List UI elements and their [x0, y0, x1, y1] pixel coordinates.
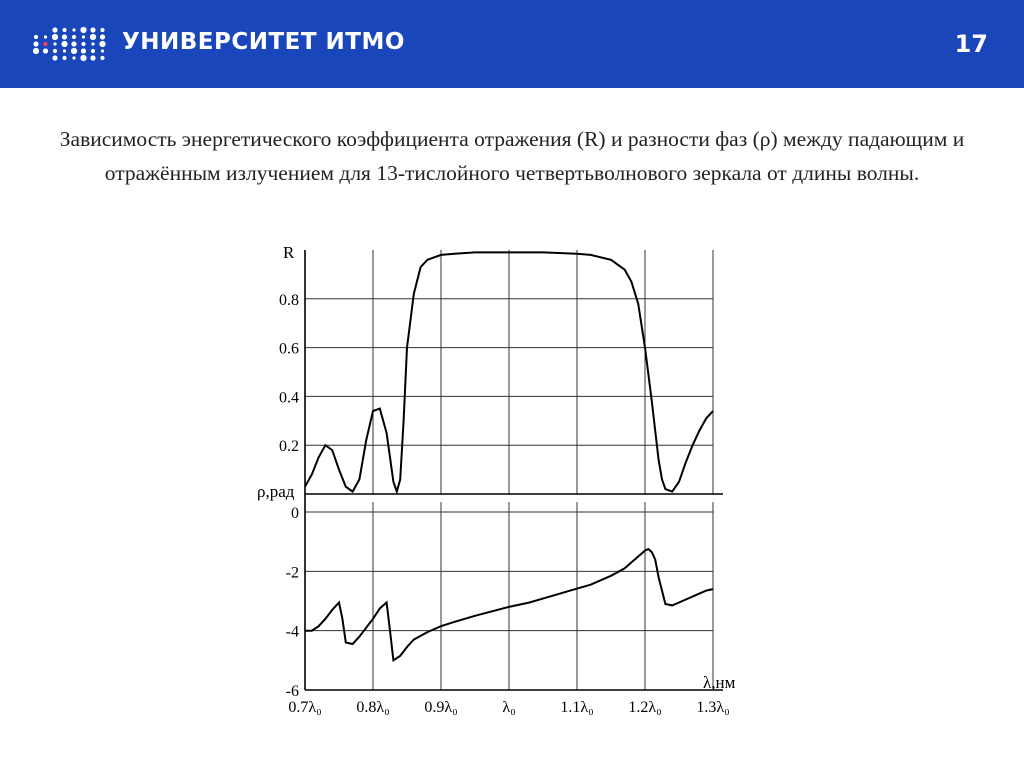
logo-dot — [90, 27, 95, 32]
logo-dot — [52, 27, 57, 32]
phase-panel — [257, 482, 736, 716]
phase-y-tick-label: -4 — [285, 623, 299, 641]
logo-dot — [62, 34, 67, 39]
phase-y-tick-labels — [286, 505, 299, 700]
logo-dot — [90, 34, 96, 40]
slide-number: 17 — [954, 30, 988, 58]
phase-axis-label: ρ,рад — [257, 482, 295, 501]
x-tick-label: 1.1λ₀ — [560, 699, 594, 716]
r-y-tick-labels — [279, 292, 299, 455]
logo-dot — [61, 41, 67, 47]
r-panel — [279, 243, 723, 494]
slide-title: Зависимость энергетического коэффициента отражения (R) и разности фаз (ρ) между падающим и отражённым излучением для 13-тислойного четвертьволнового зеркала от длины волны. — [59, 127, 965, 185]
logo-dot — [100, 56, 104, 60]
x-tick-labels — [288, 699, 729, 716]
logo-dot — [80, 55, 86, 61]
logo-dot — [72, 56, 75, 59]
logo-dot — [100, 34, 105, 39]
logo-dot — [81, 48, 86, 53]
logo-dot — [34, 35, 38, 39]
r-y-tick-label: 0.8 — [279, 291, 299, 309]
header-bar — [0, 0, 1024, 88]
r-y-tick-label: 0.2 — [279, 438, 299, 456]
logo-dot — [100, 28, 104, 32]
logo-dot — [44, 35, 47, 38]
x-tick-label: 1.2λ₀ — [628, 699, 662, 716]
logo-dot — [72, 35, 76, 39]
phase-y-tick-label: 0 — [291, 505, 299, 522]
r-y-tick-label: 0.4 — [279, 389, 299, 407]
logo-dot — [99, 41, 105, 47]
logo-dot — [101, 49, 104, 52]
x-tick-label: 0.7λ₀ — [288, 699, 322, 716]
r-y-tick-label: 0.6 — [279, 340, 299, 358]
logo-dot — [91, 49, 95, 53]
phase-y-tick-label: -2 — [285, 564, 299, 582]
logo-dot — [52, 55, 57, 60]
phase-grid — [305, 502, 713, 690]
r-grid — [305, 250, 713, 494]
logo-dot — [53, 42, 56, 45]
brand-name: УНИВЕРСИТЕТ ИТМО — [122, 29, 405, 55]
logo-dot — [71, 48, 77, 54]
r-axis-label: R — [283, 243, 295, 262]
logo-dot — [53, 49, 57, 53]
logo-dot — [43, 42, 47, 46]
logo-dot — [52, 34, 58, 40]
x-tick-label: 0.9λ₀ — [424, 699, 458, 716]
x-tick-label: λ₀ — [502, 699, 516, 716]
logo-dot — [81, 42, 85, 46]
logo-dot — [62, 56, 66, 60]
logo-dot — [82, 35, 85, 38]
logo-dot — [90, 55, 95, 60]
logo-dot — [33, 41, 38, 46]
logo-dot — [62, 28, 66, 32]
itmo-dots-logo-icon — [30, 26, 110, 62]
logo-dot — [72, 28, 75, 31]
logo-dot — [43, 48, 48, 53]
x-tick-label: 1.3λ₀ — [696, 699, 730, 716]
logo-dot — [33, 48, 39, 54]
logo-dot — [80, 27, 86, 33]
wavelength-axis-label: λ,нм — [703, 673, 736, 692]
logo-dot — [91, 42, 94, 45]
logo-dot — [71, 41, 76, 46]
phase-y-tick-label: -6 — [285, 683, 299, 700]
logo-dot — [63, 49, 66, 52]
reflection-phase-chart — [255, 232, 755, 722]
x-tick-label: 0.8λ₀ — [356, 699, 390, 716]
